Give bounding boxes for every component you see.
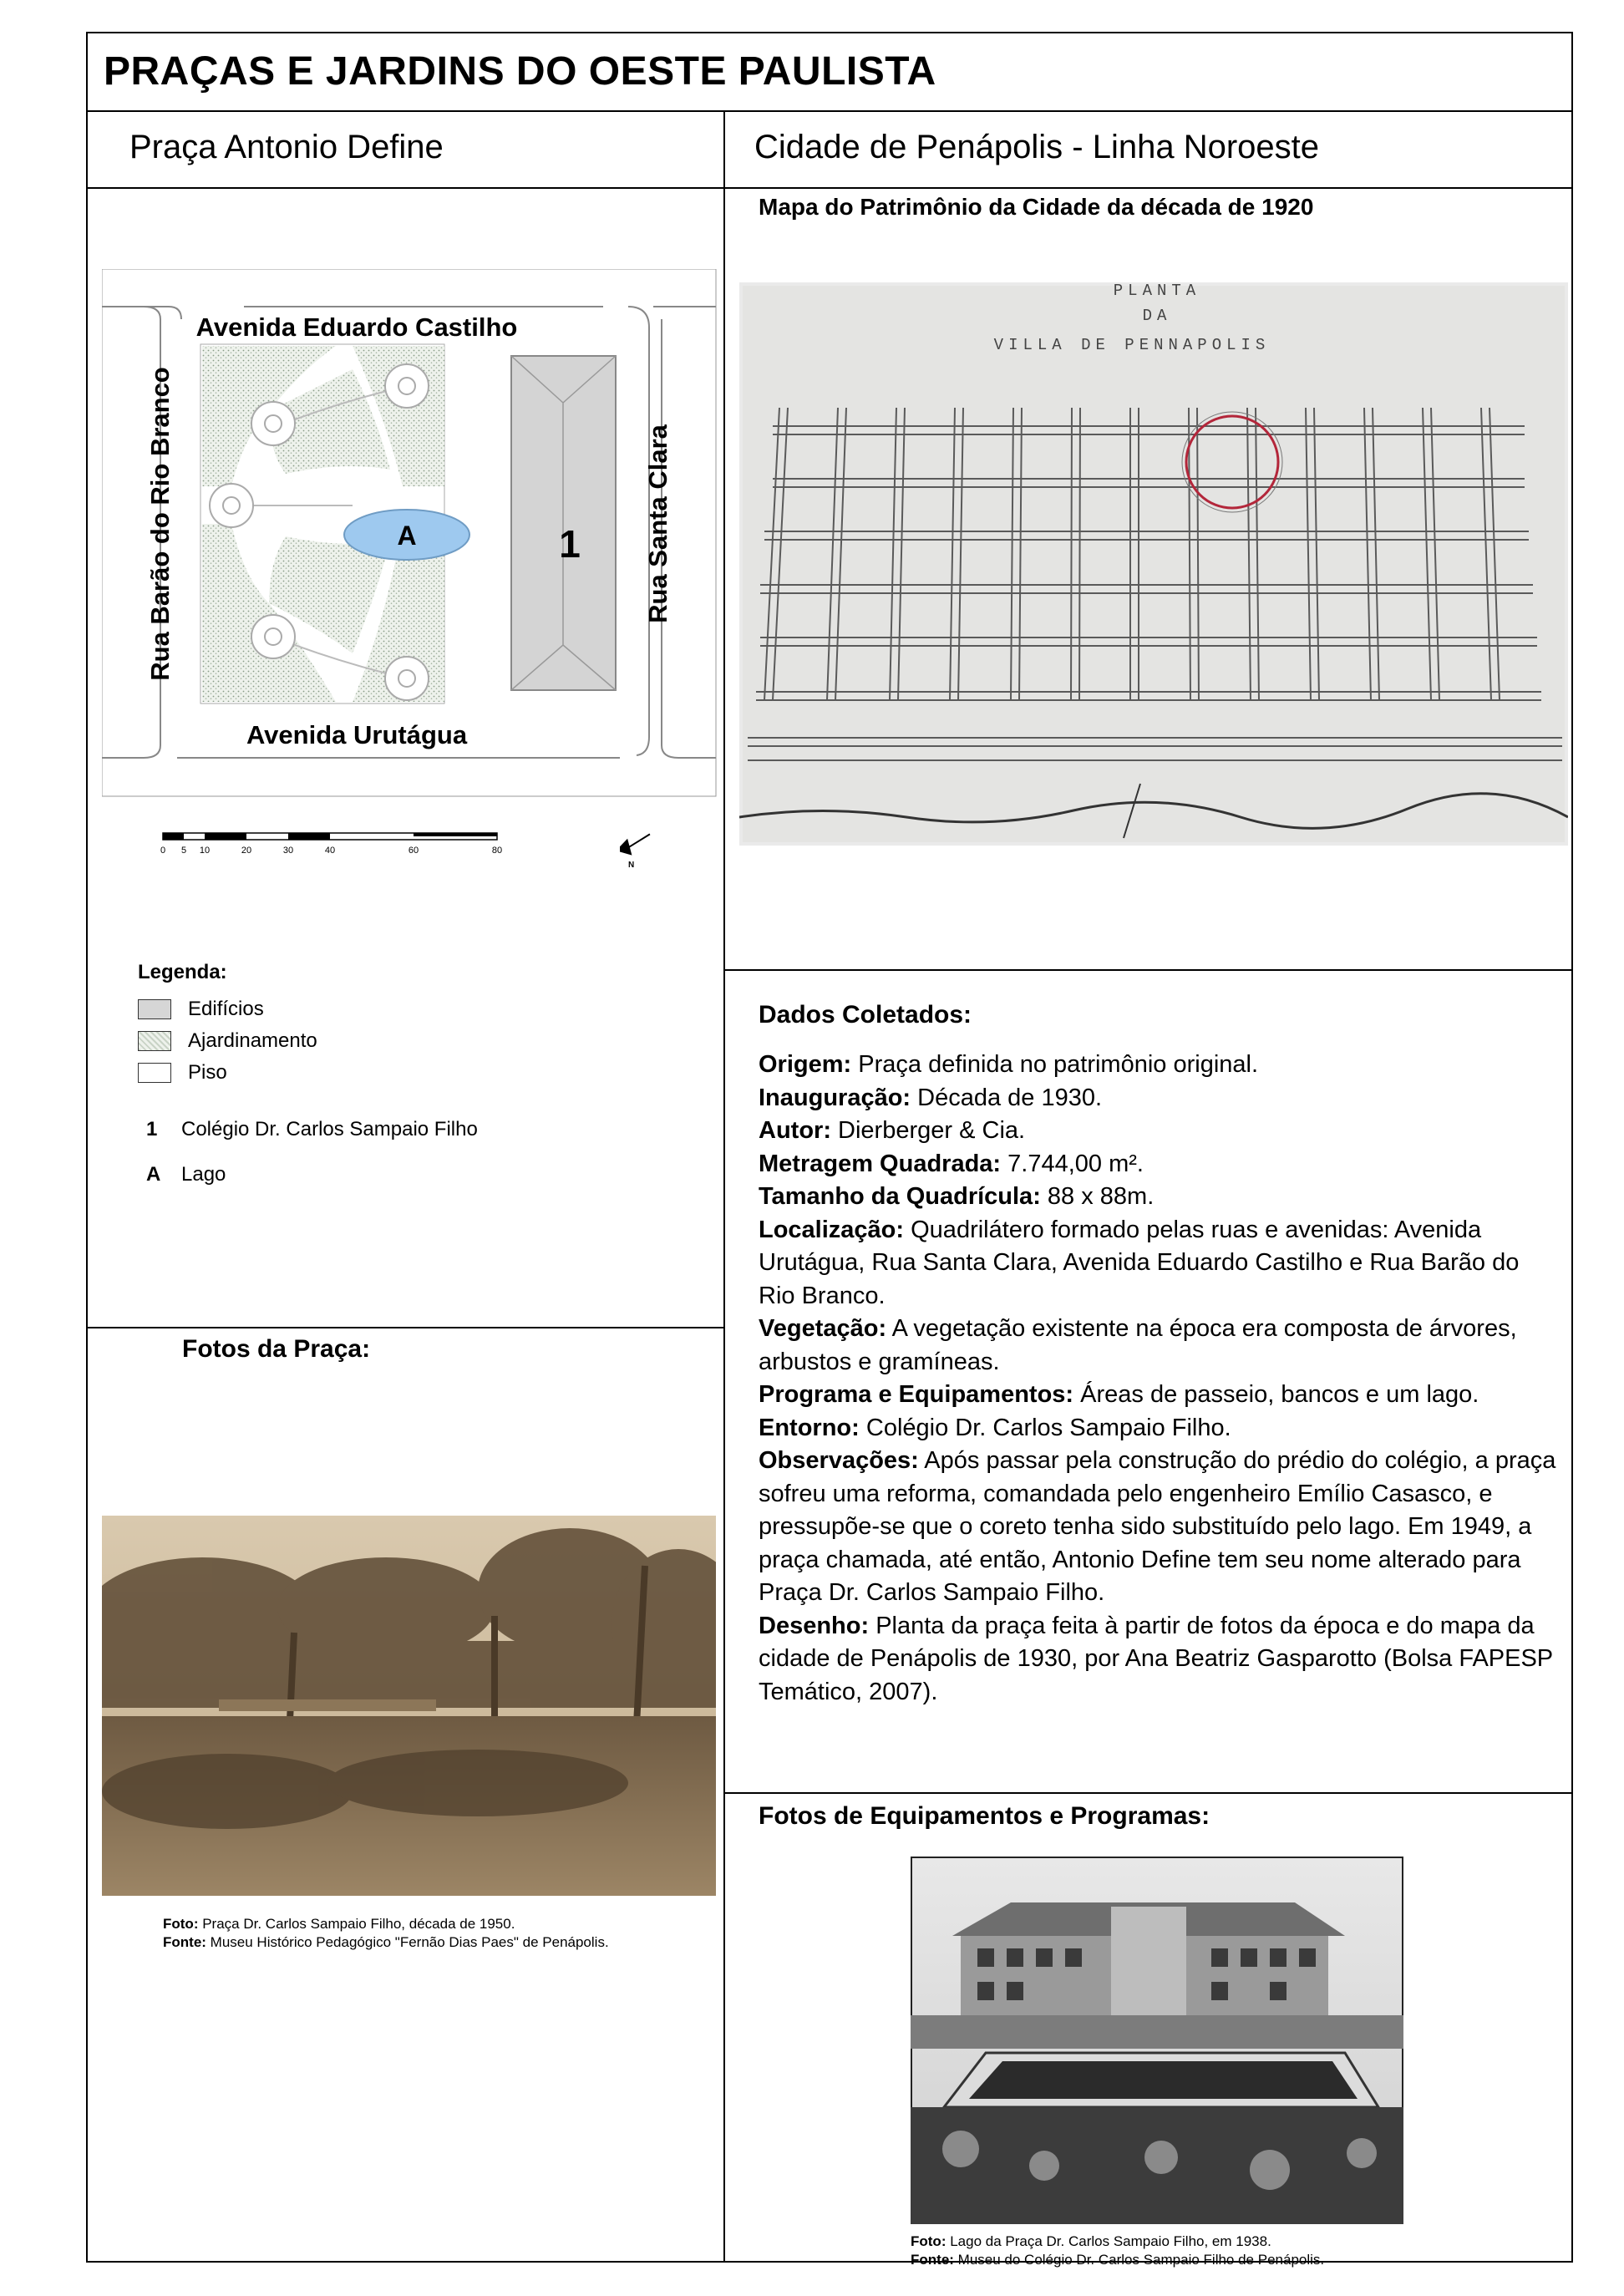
- frame-left: [86, 32, 88, 2263]
- map-section-title: Mapa do Patrimônio da Cidade da década de 1920: [759, 194, 1314, 220]
- data-field: Desenho: Planta da praça feita à partir de fotos da época e do mapa da cidade de Penápolis de 1930, por Ana Beatriz Gasparotto (Bolsa FAPESP Temático, 2007).: [759, 1612, 1553, 1705]
- lake-photo-1938: [911, 1857, 1403, 2224]
- frame-bottom: [86, 2261, 1573, 2263]
- north-arrow-icon: [620, 827, 653, 869]
- equip-photo-caption: Foto: Lago da Praça Dr. Carlos Sampaio Filho, em 1938.: [911, 2233, 1271, 2249]
- column-divider: [723, 110, 725, 2263]
- photos-section-title: Fotos da Praça:: [182, 1335, 371, 1363]
- legend-buildings: Edifícios: [138, 998, 264, 1021]
- frame-right: [1571, 32, 1573, 2263]
- data-field: Entorno: Colégio Dr. Carlos Sampaio Filho.: [759, 1414, 1231, 1441]
- city-line: Cidade de Penápolis - Linha Noroeste: [754, 129, 1319, 165]
- scale-tick: 5: [180, 846, 187, 856]
- scale-tick: 20: [241, 846, 252, 856]
- equip-section-title: Fotos de Equipamentos e Programas:: [759, 1802, 1210, 1830]
- data-field: Metragem Quadrada: 7.744,00 m².: [759, 1150, 1144, 1177]
- rule-right-equip: [723, 1792, 1573, 1794]
- street-bottom: Avenida Urutágua: [246, 720, 468, 749]
- map-heading-line: VILLA DE PENNAPOLIS: [993, 336, 1271, 354]
- equip-photo-source: Fonte: Museu do Colégio Dr. Carlos Sampaio Filho de Penápolis.: [911, 2252, 1325, 2268]
- data-field: Tamanho da Quadrícula: 88 x 88m.: [759, 1183, 1155, 1210]
- photo-source: Fonte: Museu Histórico Pedagógico "Fernão Dias Paes" de Penápolis.: [163, 1934, 609, 1950]
- scale-tick: 60: [408, 846, 419, 856]
- legend-key-1: 1 Colégio Dr. Carlos Sampaio Filho: [146, 1118, 478, 1140]
- planting-swatch: [138, 1031, 171, 1051]
- scale-tick: 40: [324, 846, 336, 856]
- page-title: PRAÇAS E JARDINS DO OESTE PAULISTA: [104, 49, 936, 94]
- map-heading-line: DA: [1142, 307, 1172, 325]
- legend-key-a: A Lago: [146, 1163, 226, 1186]
- legend-planting: Ajardinamento: [138, 1029, 317, 1053]
- rule-under-subtitle: [86, 187, 1573, 189]
- site-plan: [102, 269, 717, 797]
- rule-right-data: [723, 969, 1573, 971]
- data-field: Localização: Quadrilátero formado pelas ruas e avenidas: Avenida Urutágua, Rua Santa Clara, Avenida Eduardo Castilho e Rua Barão do Rio Branco.: [759, 1216, 1520, 1309]
- data-field: Origem: Praça definida no patrimônio original.: [759, 1051, 1259, 1078]
- data-field: Vegetação: A vegetação existente na época era composta de árvores, arbustos e gramíneas.: [759, 1315, 1517, 1375]
- data-field: Programa e Equipamentos: Áreas de passeio, bancos e um lago.: [759, 1381, 1479, 1408]
- legend-paving: Piso: [138, 1061, 227, 1085]
- buildings-swatch: [138, 999, 171, 1019]
- rule-under-title: [86, 110, 1573, 112]
- historic-city-map: [739, 282, 1568, 846]
- photo-caption: Foto: Praça Dr. Carlos Sampaio Filho, década de 1950.: [163, 1916, 515, 1932]
- square-name: Praça Antonio Define: [129, 129, 444, 165]
- scale-tick: 30: [282, 846, 294, 856]
- frame-top: [86, 32, 1573, 33]
- scale-tick: 10: [199, 846, 211, 856]
- collected-data: [759, 1049, 1561, 1709]
- building-label: 1: [559, 522, 581, 566]
- legend-title: Legenda:: [138, 961, 227, 983]
- street-left: Rua Barão do Rio Branco: [145, 367, 175, 681]
- data-field: Autor: Dierberger & Cia.: [759, 1117, 1026, 1144]
- rule-left-photos: [86, 1327, 725, 1328]
- scale-tick: 0: [160, 846, 166, 856]
- data-field: Observações: Após passar pela construção do prédio do colégio, a praça sofreu uma reforma, comandada pelo engenheiro Emílio Casasco, e pressupõe-se que o coreto tenha sido substituído pelo lago. Em 1949, a praça chamada, até então, Antonio Define tem seu nome alterado para Praça Dr. Carlos Sampaio Filho.: [759, 1447, 1556, 1606]
- lake-label: A: [397, 521, 417, 551]
- svg-text:N: N: [628, 861, 635, 869]
- scale-tick: 80: [491, 846, 503, 856]
- street-right: Rua Santa Clara: [643, 424, 672, 623]
- street-top: Avenida Eduardo Castilho: [195, 312, 518, 342]
- data-field: Inauguração: Década de 1930.: [759, 1084, 1103, 1111]
- scale-bar: [159, 831, 510, 865]
- map-heading-line: PLANTA: [1113, 282, 1201, 300]
- data-section-title: Dados Coletados:: [759, 1001, 972, 1029]
- paving-swatch: [138, 1063, 171, 1083]
- square-photo-1950s: [102, 1516, 716, 1896]
